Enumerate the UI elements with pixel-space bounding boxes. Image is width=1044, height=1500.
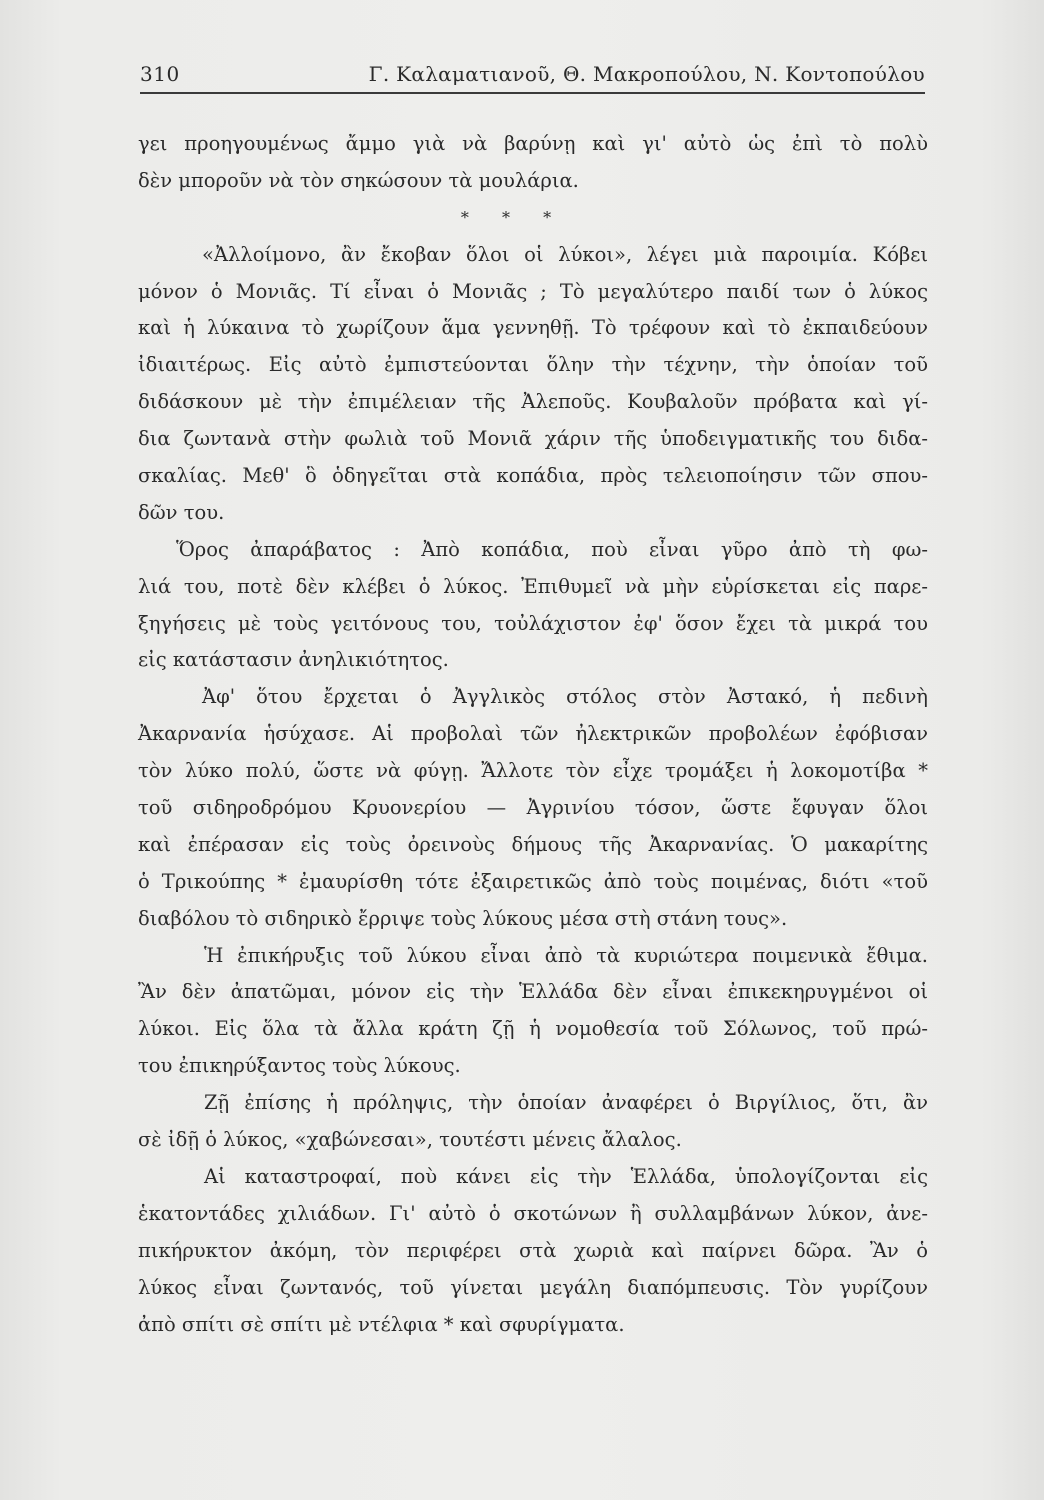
running-head: Γ. Καλαματιανοῦ, Θ. Μακροπούλου, Ν. Κοντοπούλου [368, 62, 925, 86]
text-line: δια ζωντανὰ στὴν φωλιὰ τοῦ Μονιᾶ χάριν τῆς ὑποδειγματικῆς του διδα- [138, 427, 928, 451]
text-line: σκαλίας. Μεθ' ὃ ὁδηγεῖται στὰ κοπάδια, πρὸς τελειοποίησιν τῶν σπου- [138, 464, 928, 488]
body-text [138, 126, 928, 1343]
text-line: «Ἀλλοίμονο, ἂν ἔκοβαν ὅλοι οἱ λύκοι», λέγει μιὰ παροιμία. Κόβει [202, 242, 928, 266]
text-line: δὲν μποροῦν νὰ τὸν σηκώσουν τὰ μουλάρια. [138, 168, 579, 192]
text-line: τοῦ σιδηροδρόμου Κρυονερίου — Ἀγρινίου τόσον, ὥστε ἔφυγαν ὅλοι [138, 796, 928, 820]
text-line: ἰδιαιτέρως. Εἰς αὐτὸ ἐμπιστεύονται ὅλην τὴν τέχνην, τὴν ὁποίαν τοῦ [138, 353, 928, 377]
text-line: μόνον ὁ Μονιᾶς. Τί εἶναι ὁ Μονιᾶς ; Τὸ μεγαλύτερο παιδί των ὁ λύκος [138, 279, 928, 303]
text-line: καὶ ἐπέρασαν εἰς τοὺς ὀρεινοὺς δήμους τῆς Ἀκαρνανίας. Ὁ μακαρίτης [138, 832, 928, 856]
text-line: λύκοι. Εἰς ὅλα τὰ ἄλλα κράτη ζῇ ἡ νομοθεσία τοῦ Σόλωνος, τοῦ πρώ- [138, 1017, 928, 1041]
section-separator: * * * [460, 207, 566, 227]
text-line: καὶ ἡ λύκαινα τὸ χωρίζουν ἅμα γεννηθῇ. Τὸ τρέφουν καὶ τὸ ἐκπαιδεύουν [138, 316, 928, 340]
text-line: διαβόλου τὸ σιδηρικὸ ἔρριψε τοὺς λύκους μέσα στὴ στάνη τους». [138, 906, 788, 930]
text-line: εἰς κατάστασιν ἀνηλικιότητος. [138, 648, 449, 672]
text-line: τὸν λύκο πολύ, ὥστε νὰ φύγῃ. Ἄλλοτε τὸν εἶχε τρομάξει ἡ λοκομοτίβα * [138, 759, 928, 783]
text-line: διδάσκουν μὲ τὴν ἐπιμέλειαν τῆς Ἀλεποῦς. Κουβαλοῦν πρόβατα καὶ γί- [138, 390, 928, 414]
text-line: Αἱ καταστροφαί, ποὺ κάνει εἰς τὴν Ἑλλάδα, ὑπολογίζονται εἰς [204, 1164, 928, 1188]
text-line: δῶν του. [138, 500, 225, 524]
text-line: Ζῇ ἐπίσης ἡ πρόληψις, τὴν ὁποίαν ἀναφέρει ὁ Βιργίλιος, ὅτι, ἂν [204, 1091, 928, 1115]
text-line: λιά του, ποτὲ δὲν κλέβει ὁ λύκος. Ἐπιθυμεῖ νὰ μὴν εὑρίσκεται εἰς παρε- [138, 574, 928, 598]
text-line: Ἀφ' ὅτου ἔρχεται ὁ Ἀγγλικὸς στόλος στὸν Ἀστακό, ἡ πεδινὴ [202, 685, 928, 709]
text-line: του ἐπικηρύξαντος τοὺς λύκους. [138, 1054, 461, 1078]
text-line: Ἡ ἐπικήρυξις τοῦ λύκου εἶναι ἀπὸ τὰ κυριώτερα ποιμενικὰ ἔθιμα. [204, 943, 928, 967]
text-line: Ὅρος ἀπαράβατος : Ἀπὸ κοπάδια, ποὺ εἶναι γῦρο ἀπὸ τὴ φω- [176, 537, 928, 561]
text-line: γει προηγουμένως ἄμμο γιὰ νὰ βαρύνῃ καὶ γι' αὐτὸ ὡς ἐπὶ τὸ πολὺ [138, 132, 928, 155]
text-line: ἑκατοντάδες χιλιάδων. Γι' αὐτὸ ὁ σκοτώνων ἢ συλλαμβάνων λύκον, ἀνε- [138, 1201, 928, 1225]
text-line: λύκος εἶναι ζωντανός, τοῦ γίνεται μεγάλη διαπόμπευσις. Τὸν γυρίζουν [138, 1275, 928, 1299]
text-line: πικήρυκτον ἀκόμη, τὸν περιφέρει στὰ χωριὰ καὶ παίρνει δῶρα. Ἂν ὁ [138, 1238, 928, 1262]
text-line: ξηγήσεις μὲ τοὺς γειτόνους του, τοὐλάχιστον ἐφ' ὅσον ἔχει τὰ μικρά του [138, 611, 928, 635]
text-line: σὲ ἰδῇ ὁ λύκος, «χαβώνεσαι», τουτέστι μένεις ἄλαλος. [138, 1128, 682, 1152]
text-line: ἀπὸ σπίτι σὲ σπίτι μὲ ντέλφια * καὶ σφυρίγματα. [138, 1312, 625, 1336]
page-number: 310 [140, 62, 180, 86]
text-line: Ἀκαρνανία ἡσύχασε. Αἱ προβολαὶ τῶν ἠλεκτρικῶν προβολέων ἐφόβισαν [138, 722, 928, 746]
text-line: ὁ Τρικούπης * ἐμαυρίσθη τότε ἐξαιρετικῶς ἀπὸ τοὺς ποιμένας, διότι «τοῦ [138, 869, 928, 893]
page-header [140, 58, 925, 94]
text-line: Ἂν δὲν ἀπατῶμαι, μόνον εἰς τὴν Ἑλλάδα δὲν εἶναι ἐπικεκηρυγμένοι οἱ [138, 980, 928, 1004]
